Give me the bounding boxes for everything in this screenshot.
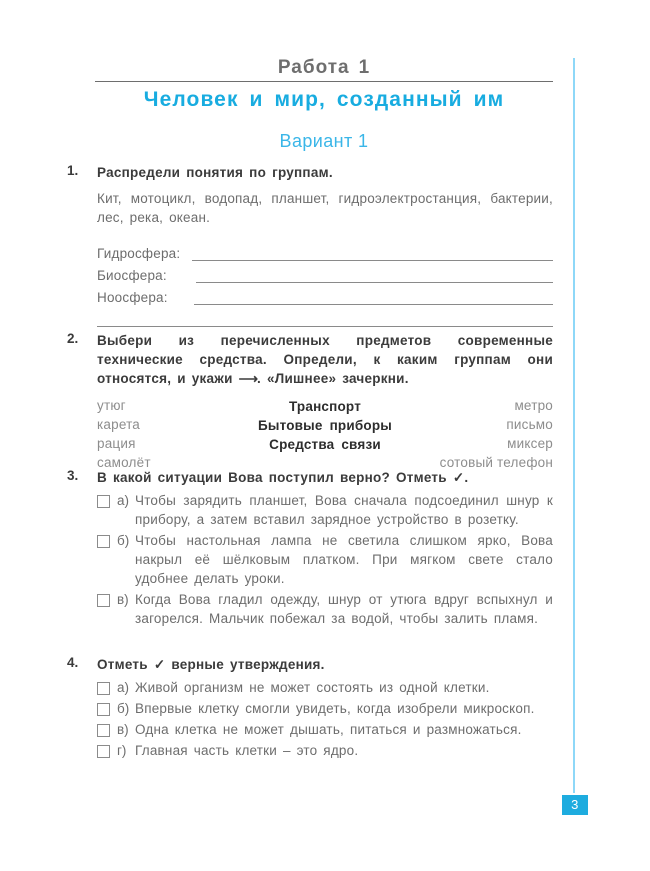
word-item[interactable]: карета [97,417,141,432]
header-divider [95,81,553,82]
option-text: Впервые клетку смогли увидеть, когда изобрели микроскоп. [135,701,535,716]
right-arrow-icon: ⟶ [238,371,258,386]
option-letter: б) [117,701,130,716]
task-4-prompt-part2: верные утверждения. [165,657,325,672]
answer-label-biosphere: Биосфера: [97,268,167,283]
option-row [97,699,553,718]
checkmark-icon: ✓ [153,657,166,672]
option-row [97,678,553,697]
variant-label: Вариант 1 [279,131,369,151]
option-text: Живой организм не может состоять из одной клетки. [135,680,490,695]
option-text: Одна клетка не может дышать, питаться и размножаться. [135,722,522,737]
checkbox-4v[interactable] [97,724,110,737]
option-letter: б) [117,533,130,548]
page-number: 3 [562,795,588,815]
option-row [97,741,553,760]
page-title: Человек и мир, созданный им [143,88,505,111]
answer-row-hydrosphere [97,239,553,261]
right-edge-rule [573,58,575,793]
option-letter: а) [117,493,130,508]
checkbox-3a[interactable] [97,495,110,508]
task-3-prompt-part1: В какой ситуации Вова поступил верно? Отметь [97,470,453,485]
checkbox-4a[interactable] [97,682,110,695]
task-1-prompt: Распредели понятия по группам. [97,165,333,180]
word-column-center [227,396,423,454]
word-column-left [97,396,227,472]
task-4-prompt-part1: Отметь [97,657,154,672]
answer-input-biosphere[interactable] [196,267,553,283]
checkbox-4b[interactable] [97,703,110,716]
checkbox-3b[interactable] [97,535,110,548]
option-letter: г) [117,743,127,758]
answer-label-noosphere: Ноосфера: [97,290,168,305]
word-column-right [423,396,553,472]
option-row [97,590,553,628]
option-row [97,720,553,739]
task-2-prompt [97,331,553,388]
option-text: Когда Вова гладил одежду, шнур от утюга вдруг вспыхнул и загорелся. Мальчик побежал за водой, чтобы залить пламя. [135,592,553,626]
task-1-number: 1. [67,163,79,178]
option-letter: в) [117,722,129,737]
group-label[interactable]: Средства связи [269,437,381,452]
answer-input-noosphere[interactable] [194,289,553,305]
answer-row-extra [97,305,553,327]
checkbox-3v[interactable] [97,594,110,607]
task-4-number: 4. [67,655,79,670]
word-item[interactable]: рация [97,436,136,451]
word-item[interactable]: метро [514,398,553,413]
task-2-prompt-part1: Выбери из перечисленных предметов современные технические средства. Определи, к каким группам они относятся, и укажи [97,333,553,386]
task-3-prompt [97,468,553,487]
answer-label-hydrosphere: Гидросфера: [97,246,181,261]
option-row [97,491,553,529]
word-item[interactable]: миксер [507,436,553,451]
task-2-number: 2. [67,331,79,346]
group-label[interactable]: Транспорт [288,399,362,414]
task-2-prompt-part2: . «Лишнее» зачеркни. [257,371,409,386]
work-label: Работа [277,57,350,78]
checkmark-icon: ✓ [452,470,465,485]
answer-input-extra[interactable] [97,311,553,327]
work-number: 1 [358,57,371,78]
option-row [97,531,553,588]
word-item[interactable]: сотовый телефон [439,455,553,470]
answer-row-biosphere [97,261,553,283]
task-3-prompt-part2: . [464,470,469,485]
task-1-terms: Кит, мотоцикл, водопад, планшет, гидроэлектростанция, бактерии, лес, река, океан. [97,191,553,225]
word-item[interactable]: утюг [97,398,126,413]
option-text: Главная часть клетки – это ядро. [135,743,359,758]
task-4-options [97,678,553,760]
task-4-prompt [97,655,553,674]
option-text: Чтобы настольная лампа не светила слишком ярко, Вова накрыл её шёлковым платком. При мягком свете стало удобнее делать уроки. [135,533,553,586]
answer-row-noosphere [97,283,553,305]
option-text: Чтобы зарядить планшет, Вова сначала подсоединил шнур к прибору, а затем вставил зарядное устройство в розетку. [135,493,553,527]
task-2-word-groups [97,396,553,472]
checkbox-4g[interactable] [97,745,110,758]
option-letter: а) [117,680,130,695]
task-3-number: 3. [67,468,79,483]
task-3-options [97,491,553,628]
task-1-answer-lines [97,239,553,327]
word-item[interactable]: самолёт [97,455,151,470]
option-letter: в) [117,592,129,607]
answer-input-hydrosphere[interactable] [192,245,553,261]
group-label[interactable]: Бытовые приборы [257,418,393,433]
work-heading [95,57,553,79]
word-item[interactable]: письмо [506,417,553,432]
